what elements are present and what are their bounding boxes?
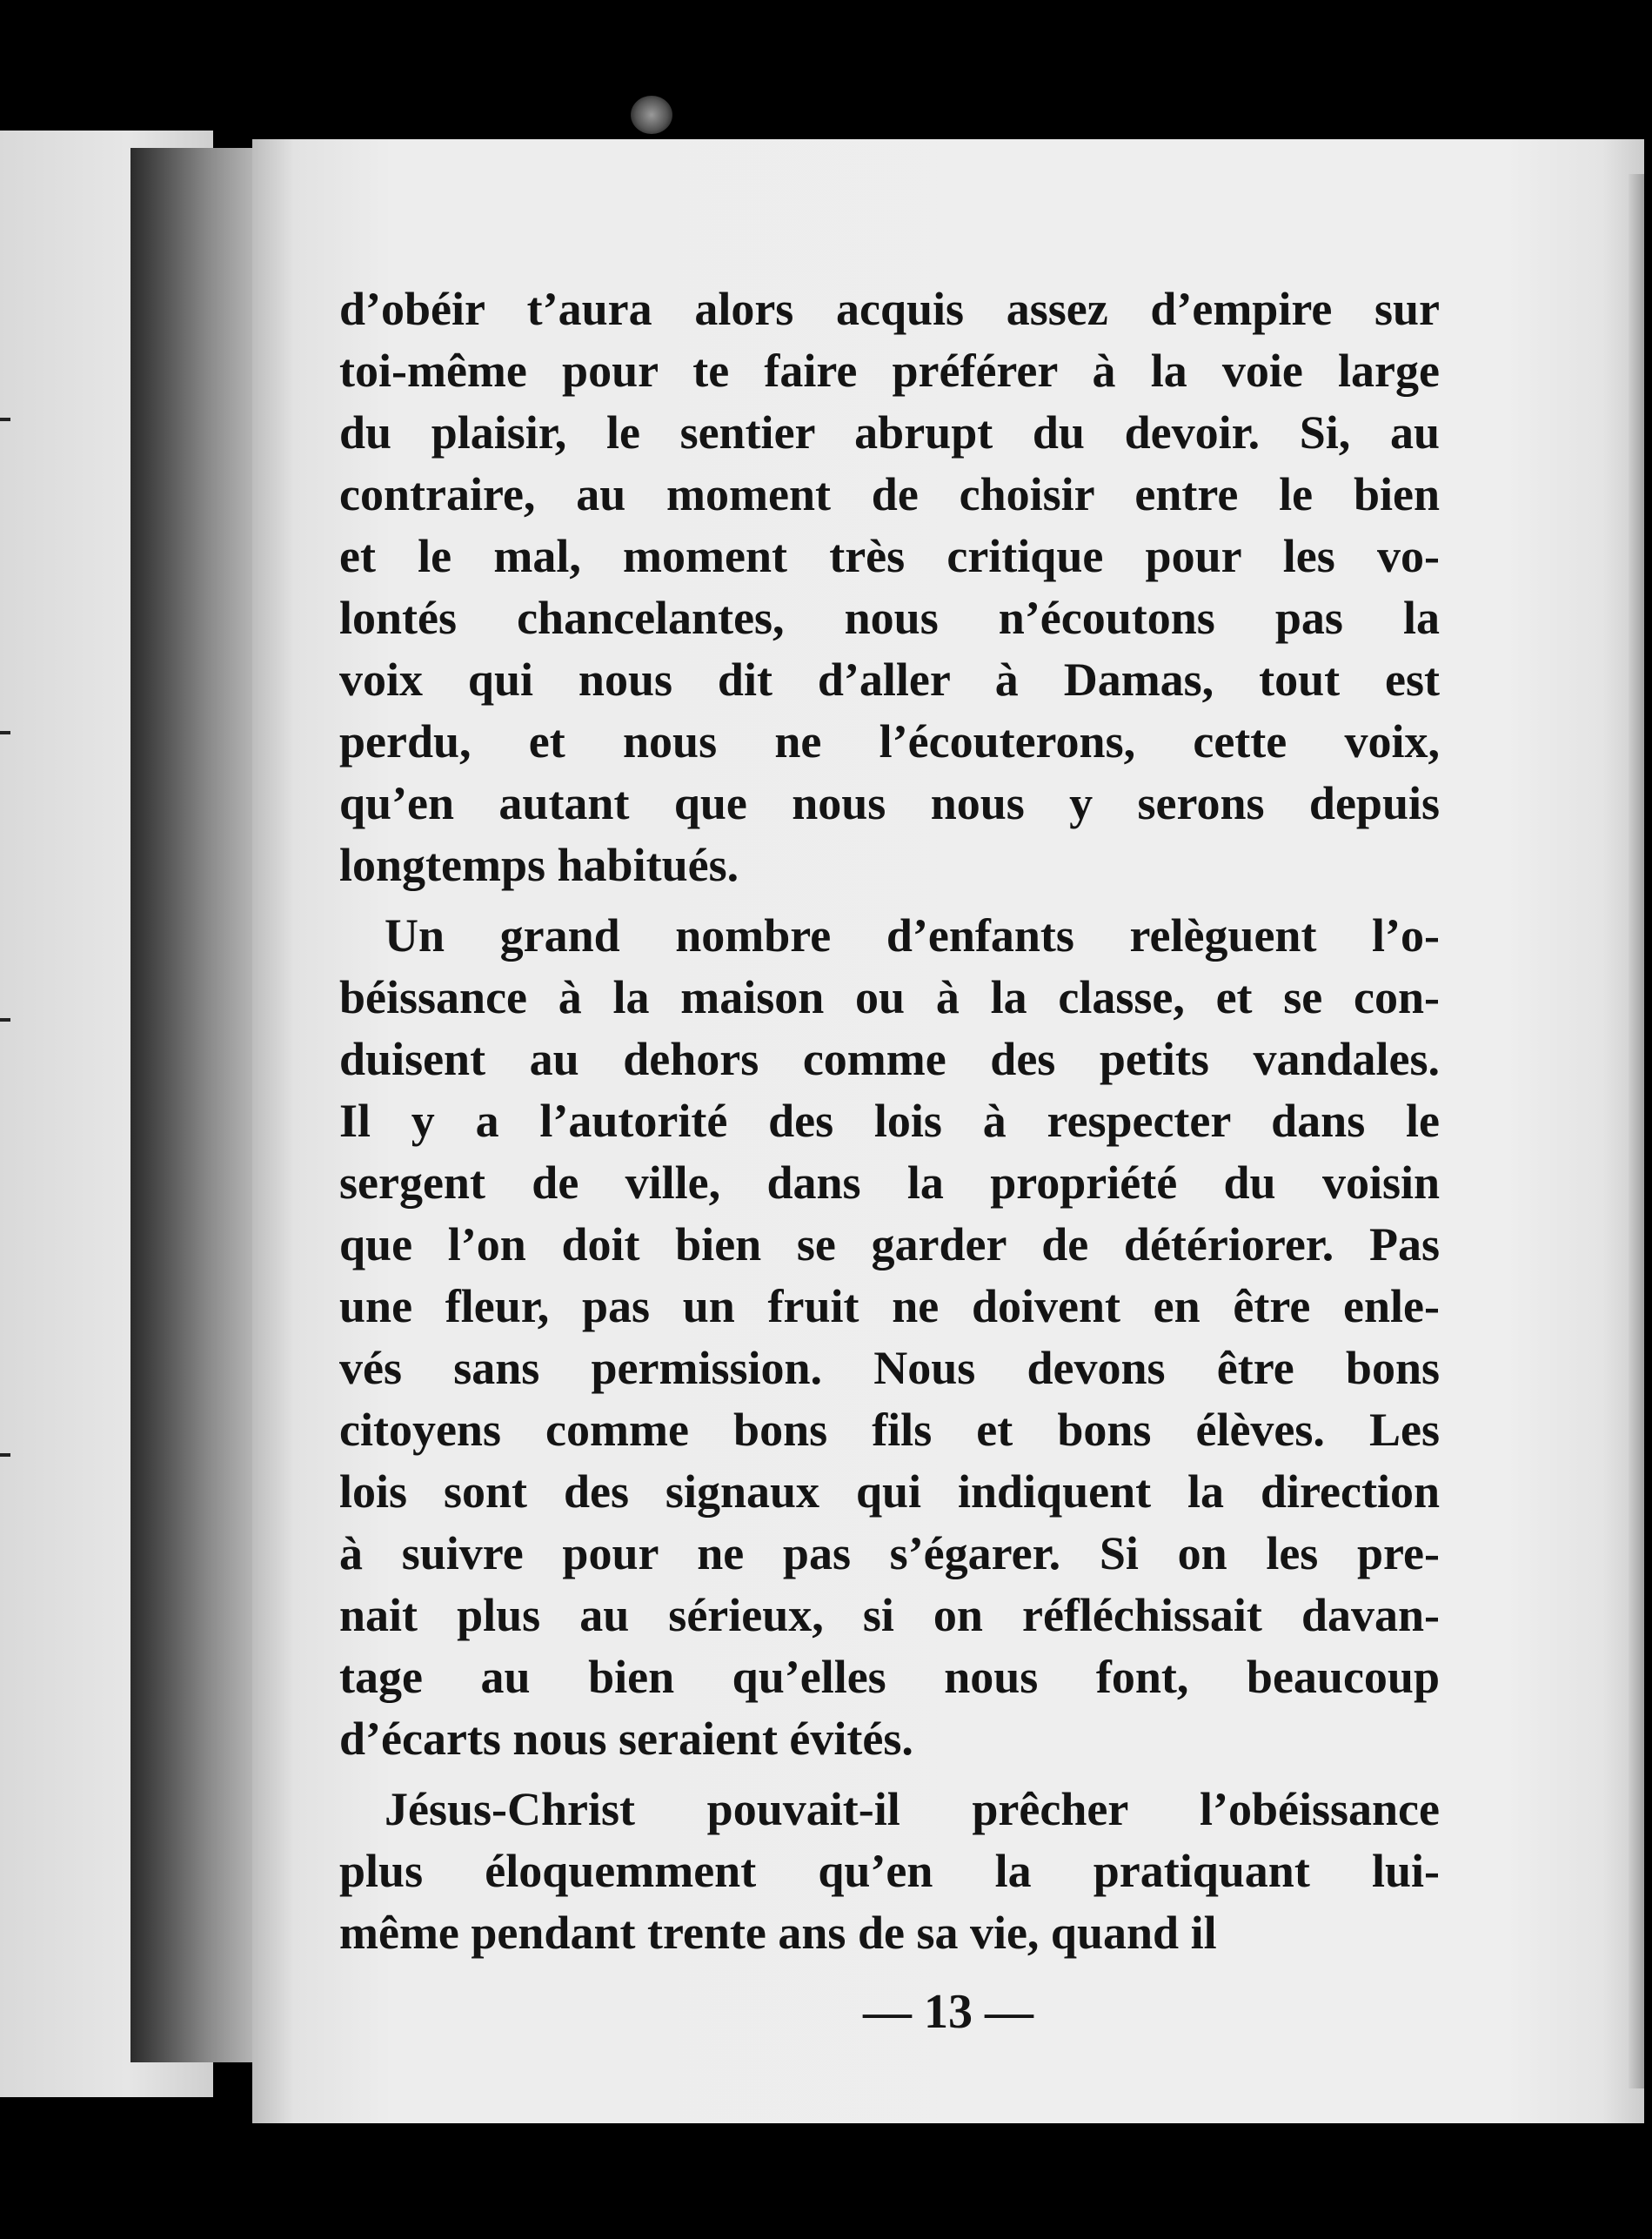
text-line: d’écarts nous seraient évités. bbox=[339, 1713, 913, 1765]
text-line: béissance à la maison ou à la classe, et se con- bbox=[339, 971, 1440, 1023]
text-line: lontés chancelantes, nous n’écoutons pas la bbox=[339, 592, 1440, 644]
text-line: toi-même pour te faire préférer à la voie large bbox=[339, 345, 1440, 397]
text-line: que l’on doit bien se garder de détériorer. Pas bbox=[339, 1218, 1440, 1270]
text-line: une fleur, pas un fruit ne doivent en être enle- bbox=[339, 1280, 1440, 1332]
text-line: et le mal, moment très critique pour les vo- bbox=[339, 530, 1440, 582]
text-line: du plaisir, le sentier abrupt du devoir. Si, au bbox=[339, 406, 1440, 459]
text-line: perdu, et nous ne l’écouterons, cette voix, bbox=[339, 715, 1440, 768]
text-line: vés sans permission. Nous devons être bons bbox=[339, 1342, 1440, 1394]
text-line: plus éloquemment qu’en la pratiquant lui- bbox=[339, 1845, 1440, 1897]
text-line: d’obéir t’aura alors acquis assez d’empire sur bbox=[339, 283, 1440, 335]
folio-container bbox=[252, 0, 1644, 2239]
text-line: Un grand nombre d’enfants relèguent l’o- bbox=[385, 909, 1440, 962]
binding-gutter bbox=[130, 148, 261, 2062]
text-line: tage au bien qu’elles nous font, beaucoup bbox=[339, 1651, 1440, 1703]
text-line: à suivre pour ne pas s’égarer. Si on les pre- bbox=[339, 1527, 1440, 1579]
text-line: lois sont des signaux qui indiquent la direction bbox=[339, 1465, 1440, 1518]
facing-page-mark bbox=[0, 731, 10, 734]
facing-page-mark bbox=[0, 1018, 10, 1022]
text-line: voix qui nous dit d’aller à Damas, tout est bbox=[339, 654, 1440, 706]
text-line: qu’en autant que nous nous y serons depuis bbox=[339, 777, 1440, 829]
facing-page-mark bbox=[0, 1453, 10, 1457]
text-line: duisent au dehors comme des petits vandales. bbox=[339, 1033, 1440, 1085]
text-line: contraire, au moment de choisir entre le bien bbox=[339, 468, 1440, 520]
text-line: sergent de ville, dans la propriété du voisin bbox=[339, 1156, 1440, 1209]
text-line: même pendant trente ans de sa vie, quand il bbox=[339, 1907, 1217, 1959]
text-line: nait plus au sérieux, si on réfléchissait davan- bbox=[339, 1589, 1440, 1641]
text-line: Il y a l’autorité des lois à respecter dans le bbox=[339, 1095, 1440, 1147]
facing-page-mark bbox=[0, 418, 10, 421]
text-line: citoyens comme bons fils et bons élèves. Les bbox=[339, 1404, 1440, 1456]
text-line: longtemps habitués. bbox=[339, 839, 739, 891]
text-line: Jésus-Christ pouvait-il prêcher l’obéissance bbox=[385, 1783, 1440, 1835]
page-number: — 13 — bbox=[863, 1985, 1033, 2039]
